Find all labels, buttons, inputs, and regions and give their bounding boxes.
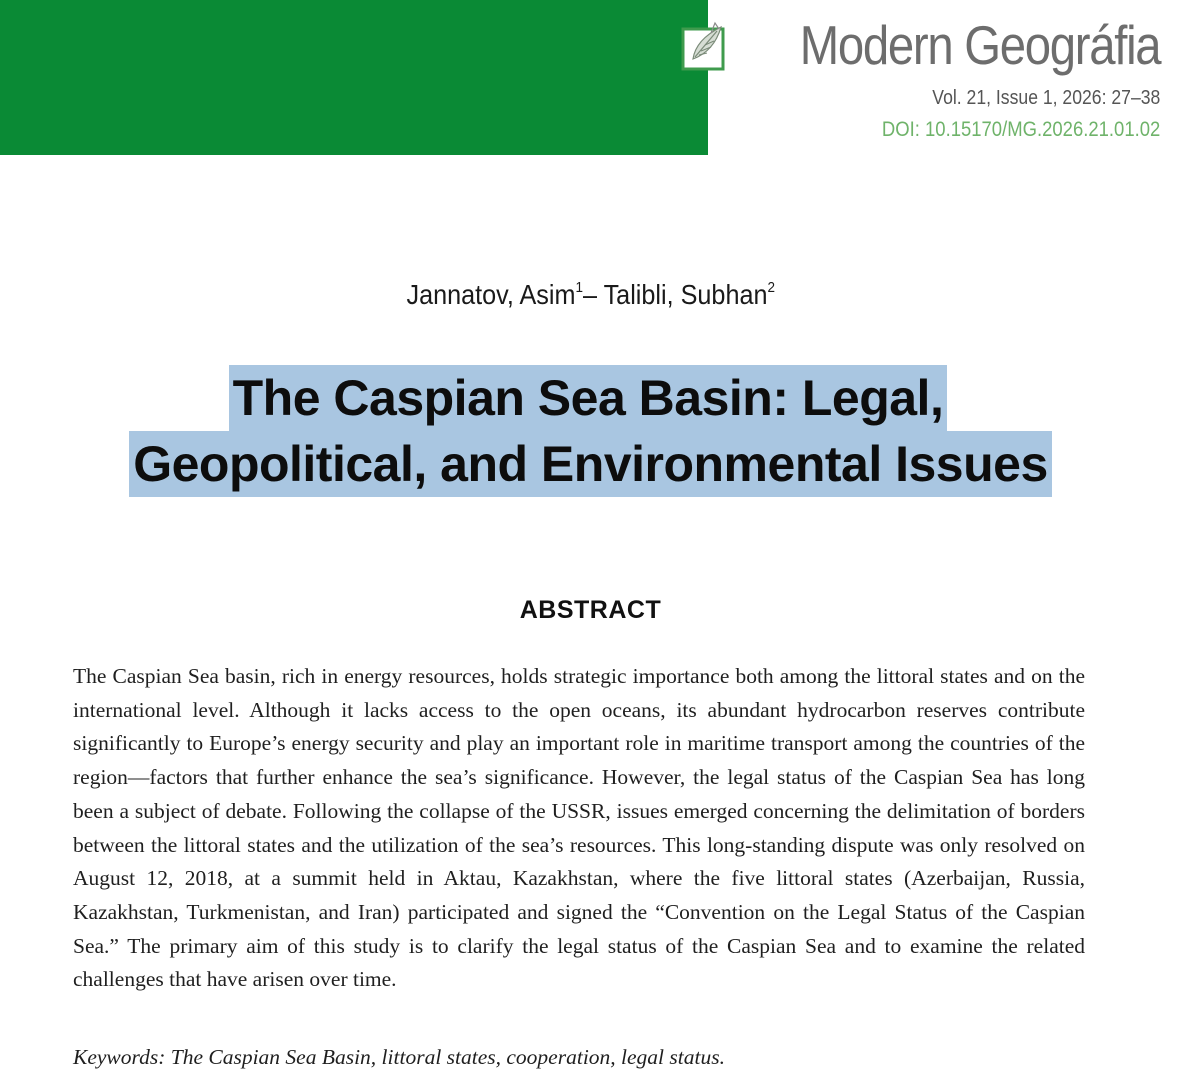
author-name: Talibli, Subhan bbox=[603, 279, 768, 310]
leaf-logo-icon bbox=[681, 19, 731, 73]
keywords-line: Keywords: The Caspian Sea Basin, littoral states, cooperation, legal status. bbox=[73, 1045, 725, 1069]
author-separator: – bbox=[582, 279, 604, 310]
header-green-band bbox=[0, 0, 708, 155]
author-name: Jannatov, Asim bbox=[406, 279, 576, 310]
journal-name-row bbox=[681, 14, 1160, 76]
author-affiliation-mark: 1 bbox=[575, 279, 583, 296]
author-affiliation-mark: 2 bbox=[767, 279, 775, 296]
issue-info: Vol. 21, Issue 1, 2026: 27–38 bbox=[931, 87, 1160, 109]
abstract-heading: ABSTRACT bbox=[519, 596, 662, 624]
title-line: Geopolitical, and Environmental Issues bbox=[129, 431, 1052, 497]
doi-link[interactable]: DOI: 10.15170/MG.2026.21.01.02 bbox=[881, 118, 1160, 141]
title-line: The Caspian Sea Basin: Legal, bbox=[229, 365, 948, 431]
abstract-text: The Caspian Sea basin, rich in energy resources, holds strategic importance both among the littoral states and on the international level. Although it lacks access to the open oceans, its abundant hydrocarbon reserves contribute significantly to Europe’s energy security and play an important role in maritime transport among the countries of the region—factors that further enhance the sea’s significance. However, the legal status of the Caspian Sea has long been a subject of debate. Following the collapse of the USSR, issues emerged concerning the delimitation of borders between the littoral states and the utilization of the sea’s resources. This long-standing dispute was only resolved on August 12, 2018, at a summit held in Aktau, Kazakhstan, where the five littoral states (Azerbaijan, Russia, Kazakhstan, Turkmenistan, and Iran) participated and signed the “Convention on the Legal Status of the Caspian Sea.” The primary aim of this study is to clarify the legal status of the Caspian Sea and to examine the related challenges that have arisen over time. bbox=[73, 664, 1085, 992]
paper-title bbox=[0, 365, 1181, 497]
journal-header bbox=[681, 14, 1160, 142]
journal-name: Modern Geográfia bbox=[799, 14, 1160, 76]
author-line bbox=[0, 279, 1181, 311]
